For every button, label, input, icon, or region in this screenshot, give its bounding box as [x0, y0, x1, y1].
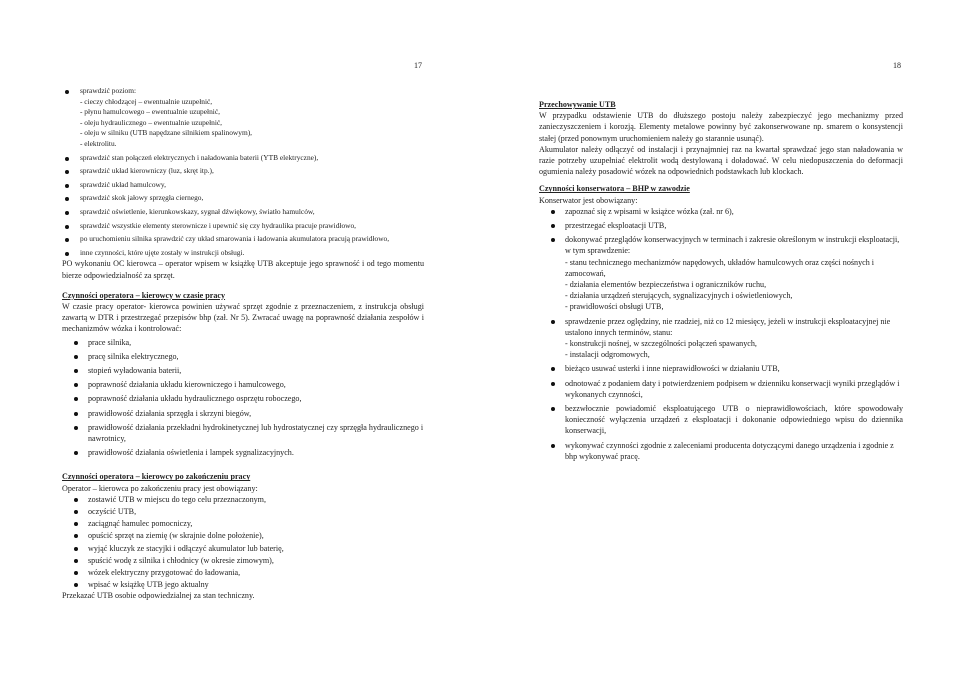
list-item: sprawdzić stan połączeń elektrycznych i naładowania baterii (YTB elektryczne), — [62, 153, 424, 164]
list-item: zaciągnąć hamulec pomocniczy, — [62, 518, 424, 529]
list-item: sprawdzić układ hamulcowy, — [62, 180, 424, 191]
storage-paragraph-2: Akumulator należy odłączyć od instalacji i przynajmniej raz na kwartał sprawdzać jego stan naładowania w razie potrzeby uzupełniać elektrolit wodą destylowaną i doładować. W celu niedopuszczenia do deformacji ogumienia należy posadowić wózek na odpowiednich podstawkach lub klockach. — [539, 144, 903, 177]
list-item: prawidłowość działania sprzęgła i skrzyni biegów, — [62, 408, 424, 419]
check-level-line: - płynu hamulcowego – ewentualnie uzupełnić, — [80, 107, 220, 117]
list-item: przestrzegać eksploatacji UTB, — [539, 220, 903, 231]
page-number-right: 18 — [893, 61, 901, 70]
list-item: wózek elektryczny przygotować do ładowania, — [62, 567, 424, 578]
list-item: pracę silnika elektrycznego, — [62, 351, 424, 362]
list-item-inspections: dokonywać przeglądów konserwacyjnych w terminach i zakresie określonym w instrukcji eksploatacji, w tym sprawdzenie: - stanu technicznego mechanizmów napędowych, układów hamulcowych oraz części nośnych i zamocowań, - działania elementów bezpieczeństwa i ograniczników ruchu, - działania urządzeń sterujących, sygnalizacyjnych i oświetleniowych, - prawidłowości obsługi UTB, — [539, 234, 903, 312]
section-heading-maintainer: Czynności konserwatora – BHP w zawodzie — [539, 184, 690, 194]
maintainer-list — [539, 206, 903, 462]
list-item: opuścić sprzęt na ziemię (w skrajnie dolne położenie), — [62, 530, 424, 541]
check-list-top — [62, 86, 424, 258]
storage-paragraph-1: W przypadku odstawienie UTB do dłuższego postoju należy zabezpieczyć jego mechanizmy przed zanieczyszczeniem i korozją. Elementy metalowe powinny być zakonserwowane np. smarem o konsystencji stałej (przed ponownym uruchomieniem należy go starannie usunąć). — [539, 111, 903, 143]
list-item: bezzwłocznie powiadomić eksploatującego UTB o nieprawidłowościach, które spowodowały konieczność wyłączenia urządzeń z eksploatacji i dokonanie odpowiedniego wpisu do dziennika konserwacji, — [539, 403, 903, 437]
right-page-column — [539, 99, 903, 462]
list-item: wpisać w książkę UTB jego aktualny — [62, 579, 424, 590]
list-item: sprawdzić skok jałowy sprzęgła ciernego, — [62, 193, 424, 204]
sub-line: - instalacji odgromowych, — [565, 350, 650, 360]
after-work-list — [62, 494, 424, 591]
after-check-paragraph: PO wykonaniu OC kierowca – operator wpisem w książkę UTB akceptuje jego sprawność i od tego momentu bierze odpowiedzialność za sprzęt. — [62, 259, 424, 280]
list-item: stopień wyładowania baterii, — [62, 365, 424, 376]
after-work-closing: Przekazać UTB osobie odpowiedzialnej za stan techniczny. — [62, 591, 255, 601]
sub-line: - konstrukcji nośnej, w szczególności połączeń spawanych, — [565, 339, 757, 349]
list-item: sprawdzić układ kierowniczy (luz, skręt itp.), — [62, 166, 424, 177]
operations-list — [62, 337, 424, 459]
list-item: wykonywać czynności zgodnie z zaleceniami producenta dotyczącymi danego urządzenia i zgodnie z bhp wykonywać pracę. — [539, 440, 903, 462]
list-item-visual-check: sprawdzenie przez oględziny, nie rzadziej, niż co 12 miesięcy, jeżeli w instrukcji eksploatacyjnej nie ustalono innych terminów, stanu: - konstrukcji nośnej, w szczególności połączeń spawanych, - instalacji odgromowych, — [539, 316, 903, 361]
list-item: prawidłowość działania przekładni hydrokinetycznej lub hydrostatycznej czy sprzęgła hydraulicznego i nawrotnicy, — [62, 422, 424, 444]
list-item: wyjąć kluczyk ze stacyjki i odłączyć akumulator lub baterię, — [62, 543, 424, 554]
list-item: inne czynności, które ujęte zostały w instrukcji obsługi. — [62, 248, 424, 259]
maintainer-intro: Konserwator jest obowiązany: — [539, 195, 638, 205]
list-item: odnotować z podaniem daty i potwierdzeniem podpisem w dzienniku konserwacji wyniki przeglądów i wykonanych czynności, — [539, 378, 903, 400]
list-item: prace silnika, — [62, 337, 424, 348]
list-item: prawidłowość działania oświetlenia i lampek sygnalizacyjnych. — [62, 447, 424, 458]
sub-line: - działania urządzeń sterujących, sygnalizacyjnych i oświetleniowych, — [565, 291, 793, 301]
sub-line: - stanu technicznego mechanizmów napędowych, układów hamulcowych oraz części nośnych i zamocowań, — [565, 257, 875, 278]
list-item: po uruchomieniu silnika sprawdzić czy układ smarowania i ładowania akumulatora pracują prawidłowo, — [62, 234, 424, 245]
left-page-column — [62, 86, 424, 602]
list-item: bieżąco usuwać usterki i inne nieprawidłowości w działaniu UTB, — [539, 363, 903, 374]
check-levels-lines — [80, 97, 424, 150]
list-item: zapoznać się z wpisami w książce wózka (zał. nr 6), — [539, 206, 903, 217]
list-item: oczyścić UTB, — [62, 506, 424, 517]
list-item: zostawić UTB w miejscu do tego celu przeznaczonym, — [62, 494, 424, 505]
check-level-line: - elektrolitu. — [80, 138, 117, 148]
list-item: poprawność działania układu kierowniczego i hamulcowego, — [62, 379, 424, 390]
page-number-left: 17 — [414, 61, 422, 70]
check-level-line: - oleju hydraulicznego – ewentualnie uzupełnić, — [80, 117, 223, 127]
check-level-line: - cieczy chłodzącej – ewentualnie uzupełnić, — [80, 96, 213, 106]
list-item: poprawność działania układu hydraulicznego osprzętu roboczego, — [62, 393, 424, 404]
operations-paragraph: W czasie pracy operator- kierowca powinien używać sprzęt zgodnie z przeznaczeniem, z instrukcja obsługi zawartą w DTR i przestrzegać przepisów bhp (zał. Nr 5). Zwracać uwagę na poprawność działania zespołów i mechanizmów wózka i kontrolować: — [62, 301, 424, 334]
list-item-check-levels: sprawdzić poziom: - cieczy chłodzącej – ewentualnie uzupełnić, - płynu hamulcowego – ewentualnie uzupełnić, - oleju hydraulicznego – ewentualnie uzupełnić, - oleju w silniku (UTB napędzane silnikiem spalinowym), - elektrolitu. — [62, 86, 424, 150]
list-item: sprawdzić wszystkie elementy sterownicze i upewnić się czy hydraulika pracuje prawidłowo, — [62, 221, 424, 232]
section-heading-storage: Przechowywanie UTB — [539, 100, 616, 109]
section-heading-after-work: Czynności operatora – kierowcy po zakończeniu pracy — [62, 472, 251, 482]
list-item: spuścić wodę z silnika i chłodnicy (w okresie zimowym), — [62, 555, 424, 566]
after-work-intro: Operator – kierowca po zakończeniu pracy jest obowiązany: — [62, 483, 258, 493]
check-level-line: - oleju w silniku (UTB napędzane silnikiem spalinowym), — [80, 128, 253, 138]
section-heading-operations: Czynności operatora – kierowcy w czasie pracy — [62, 290, 226, 300]
sub-line: - prawidłowości obsługi UTB, — [565, 302, 664, 312]
sub-line: - działania elementów bezpieczeństwa i ograniczników ruchu, — [565, 280, 767, 290]
list-item: sprawdzić oświetlenie, kierunkowskazy, sygnał dźwiękowy, światło hamulców, — [62, 207, 424, 218]
